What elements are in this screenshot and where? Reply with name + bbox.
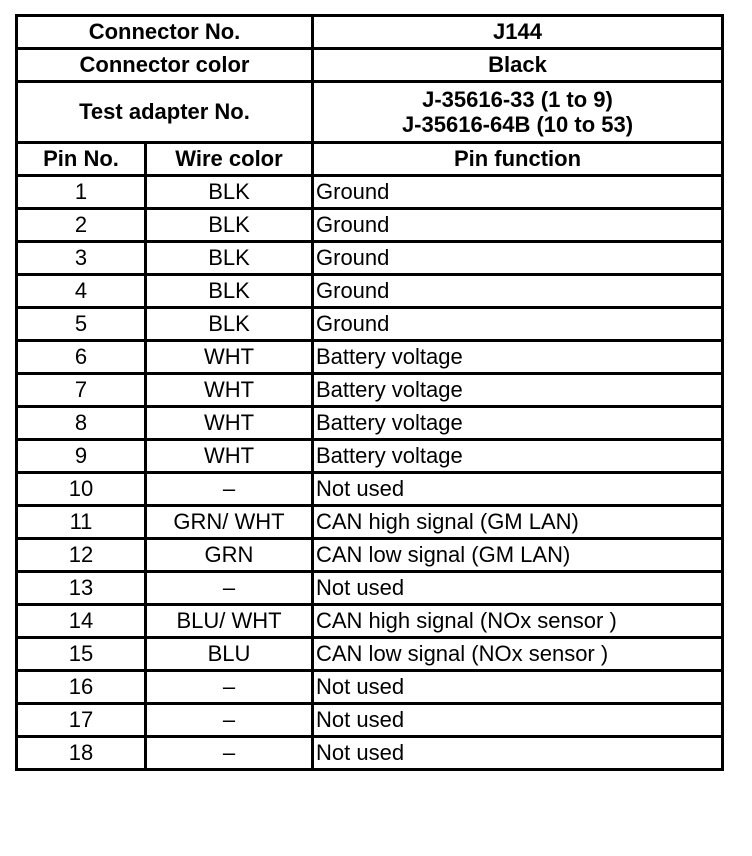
table-row — [17, 539, 723, 572]
table-row — [17, 341, 723, 374]
wire-color-cell: – — [146, 671, 313, 704]
table-row — [17, 209, 723, 242]
wire-color-cell: BLU/ WHT — [146, 605, 313, 638]
wire-color-cell: – — [146, 572, 313, 605]
connector-color-row — [17, 49, 723, 82]
pin-no-cell: 11 — [17, 506, 146, 539]
connector-no-value: J144 — [313, 16, 723, 49]
table-row — [17, 737, 723, 770]
pin-no-cell: 16 — [17, 671, 146, 704]
connector-color-label: Connector color — [17, 49, 313, 82]
table-row — [17, 605, 723, 638]
pin-no-cell: 10 — [17, 473, 146, 506]
pin-no-cell: 5 — [17, 308, 146, 341]
pin-function-cell: Ground — [313, 176, 723, 209]
wire-color-cell: BLK — [146, 176, 313, 209]
wire-color-cell: WHT — [146, 341, 313, 374]
test-adapter-value-line-1: J-35616-33 (1 to 9) — [422, 87, 613, 112]
pin-function-cell: Battery voltage — [313, 440, 723, 473]
column-header-wire-color: Wire color — [146, 143, 313, 176]
pin-no-cell: 15 — [17, 638, 146, 671]
pin-function-cell: Not used — [313, 704, 723, 737]
test-adapter-row — [17, 82, 723, 143]
wire-color-cell: – — [146, 704, 313, 737]
pin-no-cell: 1 — [17, 176, 146, 209]
pin-no-cell: 18 — [17, 737, 146, 770]
wire-color-cell: GRN — [146, 539, 313, 572]
wire-color-cell: BLK — [146, 242, 313, 275]
wire-color-cell: – — [146, 473, 313, 506]
pin-function-cell: Ground — [313, 275, 723, 308]
table-row — [17, 473, 723, 506]
pin-no-cell: 2 — [17, 209, 146, 242]
column-header-pin-function: Pin function — [313, 143, 723, 176]
connector-no-label: Connector No. — [17, 16, 313, 49]
pin-no-cell: 8 — [17, 407, 146, 440]
pin-no-cell: 3 — [17, 242, 146, 275]
table-row — [17, 440, 723, 473]
table-row — [17, 176, 723, 209]
pin-no-cell: 4 — [17, 275, 146, 308]
pin-function-cell: Ground — [313, 242, 723, 275]
pin-no-cell: 9 — [17, 440, 146, 473]
table-row — [17, 671, 723, 704]
pin-function-cell: Not used — [313, 572, 723, 605]
wire-color-cell: GRN/ WHT — [146, 506, 313, 539]
wire-color-cell: BLU — [146, 638, 313, 671]
table-row — [17, 308, 723, 341]
test-adapter-label: Test adapter No. — [17, 82, 313, 143]
connector-color-value: Black — [313, 49, 723, 82]
pin-no-cell: 7 — [17, 374, 146, 407]
connector-table-body — [17, 16, 723, 770]
pin-no-cell: 17 — [17, 704, 146, 737]
table-row — [17, 242, 723, 275]
wire-color-cell: WHT — [146, 374, 313, 407]
table-row — [17, 572, 723, 605]
table-row — [17, 407, 723, 440]
pin-function-cell: CAN low signal (NOx sensor ) — [313, 638, 723, 671]
table-row — [17, 374, 723, 407]
pin-function-cell: CAN high signal (GM LAN) — [313, 506, 723, 539]
test-adapter-value-line-2: J-35616-64B (10 to 53) — [401, 112, 634, 137]
connector-no-row — [17, 16, 723, 49]
wire-color-cell: BLK — [146, 275, 313, 308]
table-row — [17, 638, 723, 671]
table-row — [17, 275, 723, 308]
connector-table — [15, 14, 724, 771]
pin-function-cell: CAN low signal (GM LAN) — [313, 539, 723, 572]
wire-color-cell: BLK — [146, 209, 313, 242]
pin-no-cell: 14 — [17, 605, 146, 638]
wire-color-cell: BLK — [146, 308, 313, 341]
wire-color-cell: – — [146, 737, 313, 770]
wire-color-cell: WHT — [146, 407, 313, 440]
pin-function-cell: Not used — [313, 473, 723, 506]
column-header-row — [17, 143, 723, 176]
pin-function-cell: Battery voltage — [313, 407, 723, 440]
pin-function-cell: Ground — [313, 209, 723, 242]
table-row — [17, 506, 723, 539]
test-adapter-value — [313, 82, 723, 143]
wire-color-cell: WHT — [146, 440, 313, 473]
table-row — [17, 704, 723, 737]
pin-no-cell: 12 — [17, 539, 146, 572]
column-header-pin-no: Pin No. — [17, 143, 146, 176]
pin-function-cell: Ground — [313, 308, 723, 341]
pin-no-cell: 13 — [17, 572, 146, 605]
pin-function-cell: Battery voltage — [313, 374, 723, 407]
pin-function-cell: Not used — [313, 737, 723, 770]
pin-function-cell: Battery voltage — [313, 341, 723, 374]
pin-function-cell: Not used — [313, 671, 723, 704]
pin-no-cell: 6 — [17, 341, 146, 374]
pin-function-cell: CAN high signal (NOx sensor ) — [313, 605, 723, 638]
